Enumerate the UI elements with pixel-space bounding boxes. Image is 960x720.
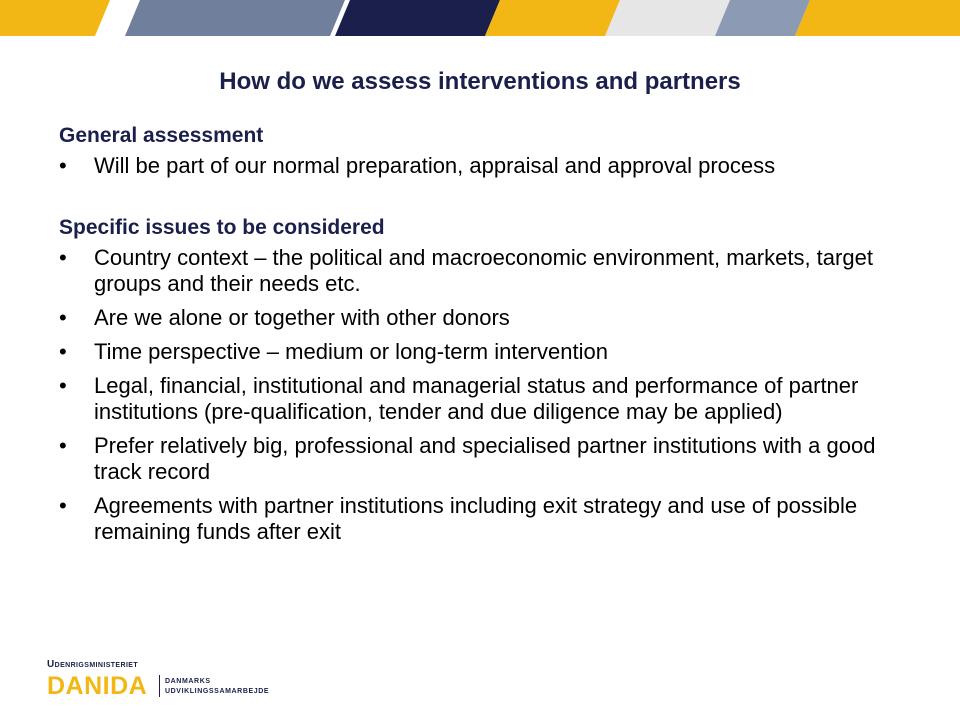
bullet-text: Legal, financial, institutional and managerial status and performance of partner institutions (pre-qualification, tender and due diligence may be applied): [94, 373, 859, 424]
banner-slate-band: [125, 0, 345, 36]
bullet-item: [59, 433, 919, 485]
bullet-text: Agreements with partner institutions including exit strategy and use of possible remaining funds after exit: [94, 493, 858, 544]
slide-content: [59, 123, 919, 553]
bullet-dot: •: [59, 373, 67, 398]
bullet-item: [59, 305, 919, 331]
banner-pale-band: [605, 0, 730, 36]
bullet-dot: •: [59, 153, 67, 178]
bullet-text: Time perspective – medium or long-term intervention: [94, 339, 608, 364]
banner-slate-right: [715, 0, 810, 36]
bullet-text: Country context – the political and macroeconomic environment, markets, target groups and their needs etc.: [94, 245, 873, 296]
bullet-item: [59, 373, 919, 425]
bullet-dot: •: [59, 245, 67, 270]
banner-gold-right: [795, 0, 960, 36]
danida-subtitle: [165, 677, 269, 697]
section-heading-general: General assessment: [59, 124, 264, 147]
logo-divider: [159, 675, 160, 697]
bullet-dot: •: [59, 339, 67, 364]
bullet-dot: •: [59, 493, 67, 518]
banner-gold-left: [0, 0, 110, 36]
header-banner: [0, 0, 960, 36]
bullet-item: [59, 339, 919, 365]
bullet-item: [59, 493, 919, 545]
ministry-name: Udenrigsministeriet: [47, 659, 139, 670]
general-bullet-list: [59, 153, 919, 179]
banner-navy-band: [335, 0, 500, 36]
danida-wordmark: DANIDA: [47, 672, 148, 700]
bullet-text: Will be part of our normal preparation, appraisal and approval process: [94, 153, 776, 178]
slide-title: How do we assess interventions and partners: [219, 68, 741, 95]
bullet-text: Are we alone or together with other donors: [94, 305, 510, 330]
bullet-text: Prefer relatively big, professional and specialised partner institutions with a good track record: [94, 433, 876, 484]
banner-gold-center: [485, 0, 620, 36]
bullet-item: [59, 245, 919, 297]
danida-logo: [47, 659, 287, 704]
bullet-dot: •: [59, 305, 67, 330]
bullet-dot: •: [59, 433, 67, 458]
specific-bullet-list: [59, 245, 919, 545]
bullet-item: [59, 153, 919, 179]
section-heading-specific: Specific issues to be considered: [59, 216, 385, 239]
danida-subtitle-line2: UDVIKLINGSSAMARBEJDE: [165, 688, 270, 695]
danida-subtitle-line1: DANMARKS: [165, 678, 211, 685]
